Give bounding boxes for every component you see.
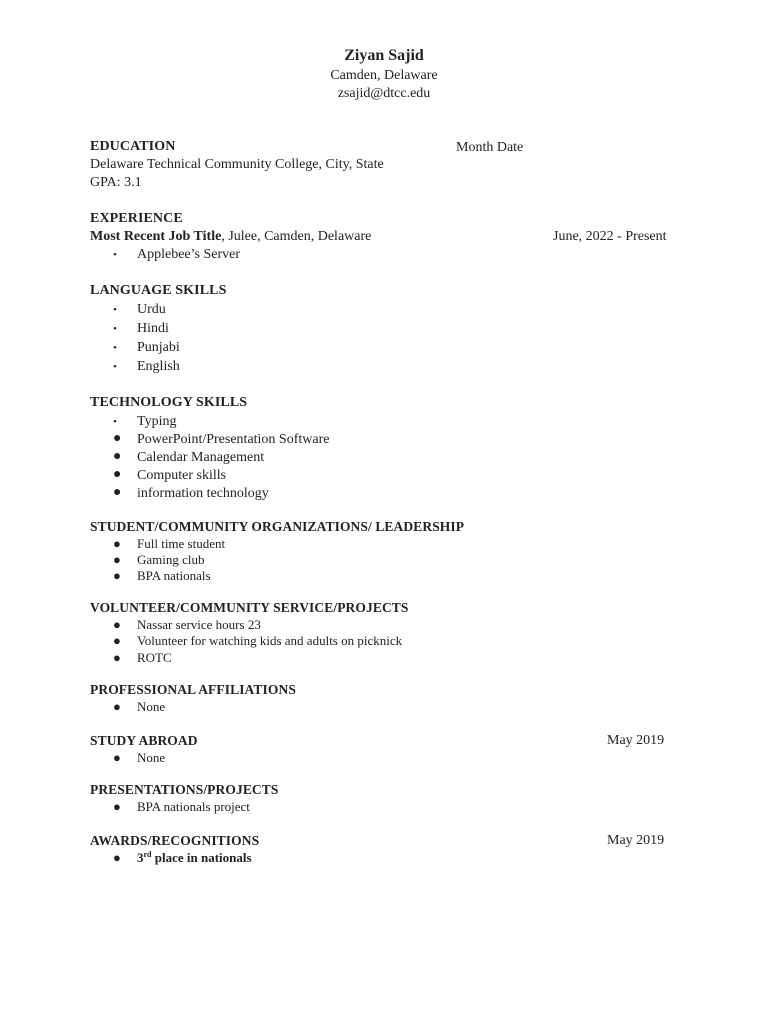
bullet-icon: ● <box>113 699 121 714</box>
bullet-icon: • <box>113 323 117 335</box>
bullet-icon: ● <box>113 850 121 865</box>
organizations-heading: STUDENT/COMMUNITY ORGANIZATIONS/ LEADERSHIP <box>90 519 465 534</box>
volunteer-heading: VOLUNTEER/COMMUNITY SERVICE/PROJECTS <box>90 600 409 615</box>
bullet-icon: ● <box>113 485 122 500</box>
experience-heading: EXPERIENCE <box>90 211 183 226</box>
presentations-heading: PRESENTATIONS/PROJECTS <box>90 782 279 797</box>
resume-page: Ziyan Sajid Camden, Delaware zsajid@dtcc.edu EDUCATION Month Date Delaware Technical Community College, City, State GPA: 3.1 EXPERIENCE Most Recent Job Title, Julee, Camden, Delaware June, 2022 - Present • Applebee’s Server LANGUAGE SKILLS • Urdu • Hindi • Punjabi • English TECHNOLOGY SKILLS • Typing ● PowerPoint/Presentation Software ● Calendar Management ● Computer skills ● information technology STUDENT/COMMUNITY ORGANIZATIONS/ LEADERSHIP ● Full time student ● Gaming club ● BPA nationals VOLUNTEER/COMMUNITY SERVICE/PROJECTS ● Nassar service hours 23 ● Volunteer for watching kids and adults on picknick ● ROTC PROFESSIONAL AFFILIATIONS ● None STUDY ABROAD May 2019 ● None PRESENTATIONS/PROJECTS ● BPA nationals project AWARDS/RECOGNITIONS May 2019 ● 3rd place in nationals <box>0 0 768 1024</box>
bullet-icon: ● <box>113 799 121 814</box>
bullet-icon: ● <box>113 431 122 446</box>
bullet-icon: • <box>113 361 117 373</box>
bullet-icon: ● <box>113 568 121 583</box>
language-skills-heading: LANGUAGE SKILLS <box>90 283 227 298</box>
awards-heading: AWARDS/RECOGNITIONS <box>90 833 260 848</box>
education-gpa: GPA: 3.1 <box>90 175 142 190</box>
bullet-icon: ● <box>113 617 121 632</box>
education-heading: EDUCATION <box>90 139 176 154</box>
bullet-icon: ● <box>113 536 121 551</box>
study-abroad-date: May 2019 <box>607 733 665 748</box>
affiliations-heading: PROFESSIONAL AFFILIATIONS <box>90 682 296 697</box>
education-date: Month Date <box>456 140 524 155</box>
bullet-icon: ● <box>113 449 122 464</box>
resume-name: Ziyan Sajid <box>344 47 424 64</box>
email-text: zsajid@dtcc.edu <box>337 86 431 101</box>
education-school: Delaware Technical Community College, City, State <box>90 157 384 172</box>
bullet-icon: ● <box>113 467 122 482</box>
bullet-icon: • <box>113 304 117 316</box>
awards-date: May 2019 <box>607 833 665 848</box>
bullet-icon: ● <box>113 650 121 665</box>
job-dates: June, 2022 - Present <box>553 229 667 244</box>
technology-skills-heading: TECHNOLOGY SKILLS <box>90 395 248 410</box>
study-abroad-heading: STUDY ABROAD <box>90 733 198 748</box>
job-employer: , Julee, Camden, Delaware <box>221 229 372 244</box>
bullet-icon: • <box>113 416 117 428</box>
job-title: Most Recent Job Title <box>90 229 222 244</box>
bullet-icon: • <box>113 249 117 261</box>
job-line <box>90 229 371 245</box>
bullet-icon: • <box>113 342 117 354</box>
location-text: Camden, Delaware <box>330 68 438 83</box>
bullet-icon: ● <box>113 552 121 567</box>
bullet-icon: ● <box>113 750 121 765</box>
bullet-icon: ● <box>113 633 121 648</box>
